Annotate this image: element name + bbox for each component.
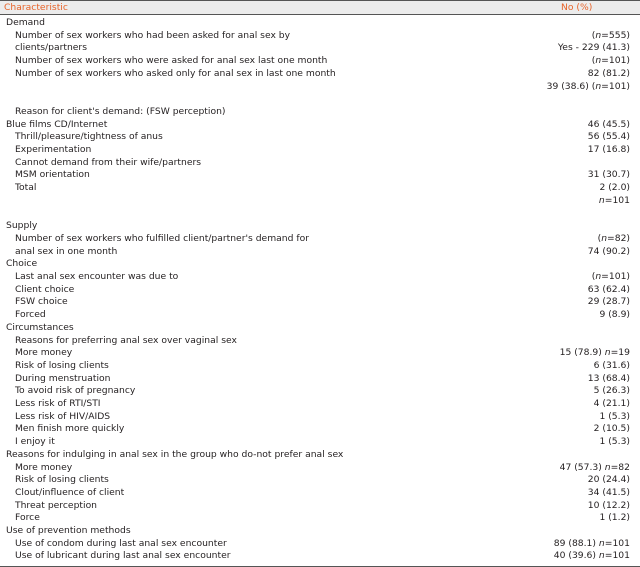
row-value: 46 (45.5)	[587, 118, 630, 130]
row-label: Threat perception	[15, 499, 98, 511]
table-row	[0, 42, 640, 54]
row-value: (n=101)	[591, 55, 630, 67]
row-value: (n=82)	[597, 232, 630, 244]
table-row	[0, 131, 640, 143]
table-row	[0, 169, 640, 181]
column-header-characteristic: Characteristic	[4, 2, 68, 13]
row-value: (n=101)	[591, 271, 630, 282]
row-label: anal sex in one month	[15, 245, 118, 257]
row-label: Demand	[6, 17, 45, 28]
row-label: Number of sex workers who had been asked for anal sex by	[15, 29, 291, 41]
row-value: 2 (2.0)	[599, 182, 630, 194]
table-row	[0, 449, 640, 461]
row-value: 82 (81.2)	[587, 67, 630, 79]
table-row	[0, 550, 640, 562]
table-row	[0, 322, 640, 334]
table-row	[0, 182, 640, 194]
row-label: Number of sex workers who fulfilled client/partner's demand for	[15, 232, 309, 244]
table-row	[0, 17, 640, 29]
table-row	[0, 81, 640, 93]
table-row	[0, 93, 640, 105]
row-label: More money	[15, 461, 73, 473]
table-row	[0, 525, 640, 537]
row-value: Yes - 229 (41.3)	[557, 42, 630, 54]
row-label: Use of condom during last anal sex encounter	[15, 537, 227, 549]
table-row	[0, 157, 640, 169]
row-value: 47 (57.3) n=82	[559, 461, 630, 473]
table-row	[0, 296, 640, 308]
row-value: 40 (39.6) n=101	[553, 550, 630, 562]
table-row	[0, 423, 640, 435]
row-value: 5 (26.3)	[593, 385, 630, 397]
table-row	[0, 512, 640, 524]
row-label: Blue films CD/Internet	[6, 118, 108, 130]
table-row	[0, 309, 640, 321]
row-label: Number of sex workers who asked only for anal sex in last one month	[15, 67, 336, 79]
table-row	[0, 30, 640, 42]
row-label: Use of lubricant during last anal sex encounter	[15, 550, 231, 562]
row-label: Use of prevention methods	[6, 525, 131, 536]
row-label: Experimentation	[15, 144, 92, 155]
row-label: Reasons for indulging in anal sex in the group who do-not prefer anal sex	[6, 448, 344, 460]
row-value: n=101	[598, 194, 630, 206]
row-value: 20 (24.4)	[587, 474, 630, 486]
row-label: I enjoy it	[15, 436, 55, 448]
row-label: Less risk of RTI/STI	[15, 398, 101, 409]
row-value: 10 (12.2)	[587, 499, 630, 511]
row-value: 34 (41.5)	[587, 486, 630, 498]
table-row	[0, 347, 640, 359]
table-row	[0, 208, 640, 220]
row-label: Last anal sex encounter was due to	[15, 271, 179, 282]
row-label: More money	[15, 347, 73, 359]
column-header-no-pct: No (%)	[561, 2, 593, 13]
table-row	[0, 68, 640, 80]
table-row	[0, 411, 640, 423]
row-value: 17 (16.8)	[587, 144, 630, 155]
row-label: Thrill/pleasure/tightness of anus	[15, 131, 163, 143]
row-label: Reasons for preferring anal sex over vaginal sex	[15, 334, 237, 346]
table-row	[0, 55, 640, 67]
row-label: Forced	[15, 309, 46, 321]
row-label: Men finish more quickly	[15, 423, 125, 435]
table-row	[0, 335, 640, 347]
table-row	[0, 385, 640, 397]
table-row	[0, 195, 640, 207]
row-value: 1 (1.2)	[599, 512, 630, 524]
table-row	[0, 474, 640, 486]
row-label: Total	[15, 182, 37, 194]
row-label: MSM orientation	[15, 169, 90, 181]
row-label: Force	[15, 512, 40, 524]
row-value: 1 (5.3)	[599, 410, 630, 422]
row-value: 15 (78.9) n=19	[559, 347, 630, 359]
row-value: 6 (31.6)	[593, 359, 630, 371]
table-row	[0, 373, 640, 385]
table-row	[0, 233, 640, 245]
table-row	[0, 436, 640, 448]
table-row	[0, 487, 640, 499]
row-value: 1 (5.3)	[599, 436, 630, 448]
row-value: 63 (62.4)	[587, 283, 630, 295]
table-row	[0, 246, 640, 258]
table-row	[0, 398, 640, 410]
row-label: During menstruation	[15, 372, 111, 384]
table-row	[0, 538, 640, 550]
table-row	[0, 462, 640, 474]
row-label: Choice	[6, 258, 38, 270]
row-label: Clout/influence of client	[15, 486, 125, 498]
table-row	[0, 106, 640, 118]
table-row	[0, 271, 640, 283]
row-label: Supply	[6, 220, 38, 232]
row-label: Client choice	[15, 283, 75, 295]
row-label: Circumstances	[6, 321, 74, 333]
row-label: Number of sex workers who were asked for anal sex last one month	[15, 55, 328, 67]
table-row	[0, 119, 640, 131]
table-header	[0, 0, 640, 15]
row-value: 39 (38.6) (n=101)	[546, 80, 630, 92]
table-row	[0, 360, 640, 372]
row-label: FSW choice	[15, 296, 68, 308]
table-row	[0, 500, 640, 512]
table-row	[0, 220, 640, 232]
row-label: Less risk of HIV/AIDS	[15, 410, 111, 422]
row-label: clients/partners	[15, 42, 87, 54]
row-value: (n=555)	[591, 29, 630, 41]
row-value: 31 (30.7)	[587, 169, 630, 181]
table-row	[0, 258, 640, 270]
row-value: 56 (55.4)	[587, 131, 630, 143]
row-label: To avoid risk of pregnancy	[15, 385, 136, 397]
row-value: 89 (88.1) n=101	[553, 537, 630, 549]
row-label: Reason for client's demand: (FSW perception)	[15, 105, 226, 117]
row-label: Cannot demand from their wife/partners	[15, 156, 202, 168]
table-row	[0, 144, 640, 156]
row-value: 4 (21.1)	[593, 398, 630, 409]
row-value: 9 (8.9)	[599, 309, 630, 321]
row-value: 13 (68.4)	[587, 372, 630, 384]
row-label: Risk of losing clients	[15, 474, 109, 486]
table-row	[0, 284, 640, 296]
row-value: 2 (10.5)	[593, 423, 630, 435]
row-label: Risk of losing clients	[15, 359, 109, 371]
row-value: 29 (28.7)	[587, 296, 630, 308]
row-value: 74 (90.2)	[587, 245, 630, 257]
